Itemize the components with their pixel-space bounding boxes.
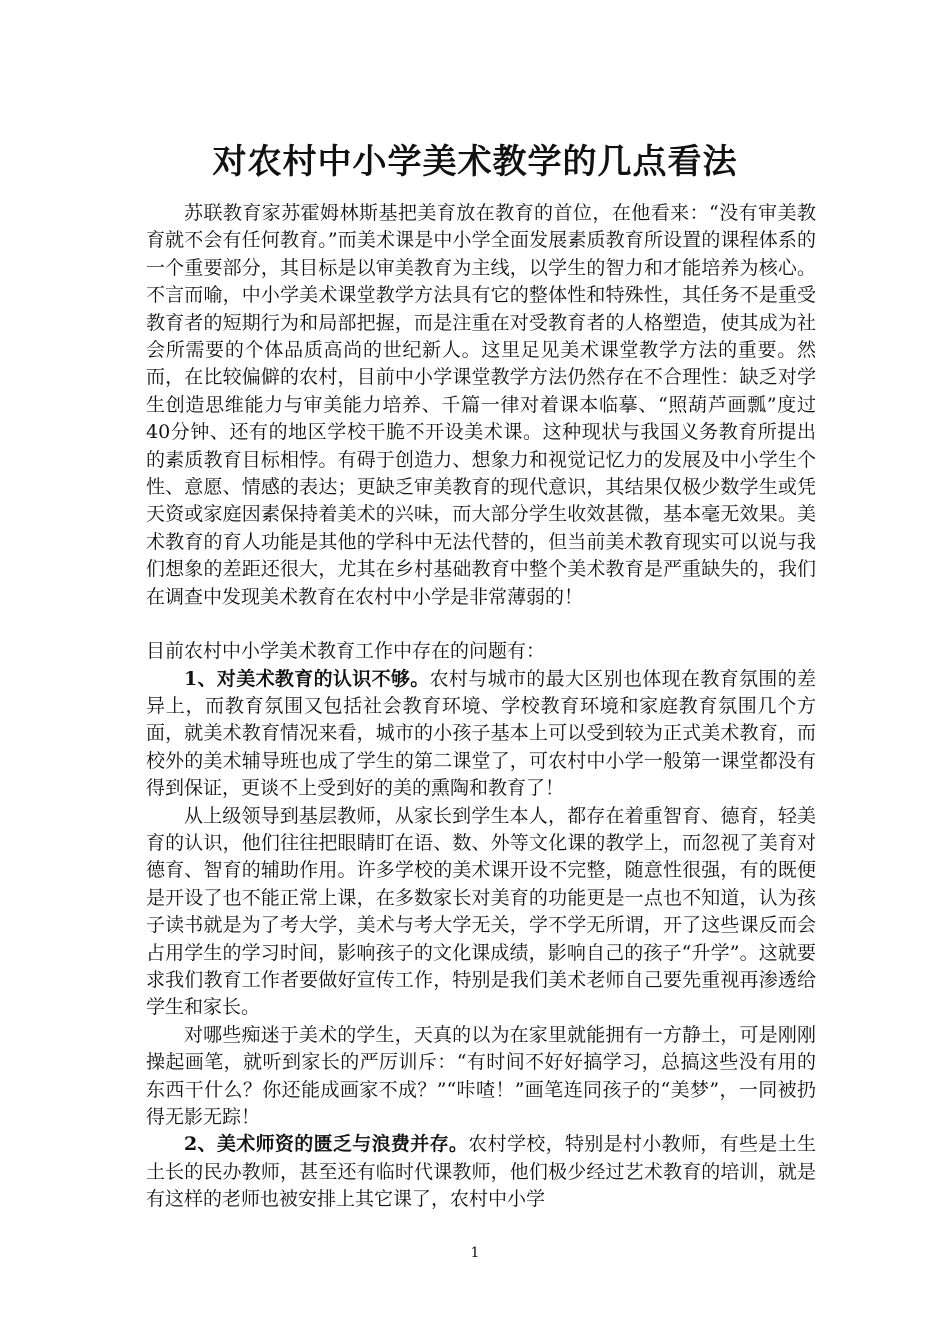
problems-intro: 目前农村中小学美术教育工作中存在的问题有： bbox=[146, 640, 546, 663]
section-2-paragraph bbox=[146, 1131, 816, 1213]
section-1-paragraph bbox=[146, 666, 816, 803]
section-1-paragraph-3: 对哪些痴迷于美术的学生，天真的以为在家里就能拥有一方静土，可是刚刚操起画笔，就听到家长的严厉训斥：“有时间不好好搞学习，总搞这些没有用的东西干什么？你还能成画家不成？”“咔喳！”画笔连同孩子的“美梦”，一同被扔得无影无踪！ bbox=[146, 1023, 816, 1128]
document-title: 对农村中小学美术教学的几点看法 bbox=[212, 142, 738, 182]
section-1-heading: 1、对美术教育的认识不够。 bbox=[184, 667, 430, 690]
section-2-text: 农村学校，特别是村小教师，有些是土生土长的民办教师，甚至还有临时代课教师，他们极少经过艺术教育的培训，就是有这样的老师也被安排上其它课了，农村中小学 bbox=[146, 1133, 816, 1211]
page-number: 1 bbox=[470, 1245, 480, 1261]
document-body bbox=[146, 200, 816, 1214]
section-2-heading: 2、美术师资的匮乏与浪费并存。 bbox=[184, 1133, 469, 1156]
section-1-paragraph-2: 从上级领导到基层教师，从家长到学生本人，都存在着重智育、德育，轻美育的认识，他们往往把眼睛盯在语、数、外等文化课的教学上，而忽视了美育对德育、智育的辅助作用。许多学校的美术课开设不完整，随意性很强，有的既便是开设了也不能正常上课，在多数家长对美育的功能更是一点也不知道，认为孩子读书就是为了考大学，美术与考大学无关，学不学无所谓，开了这些课反而会占用学生的学习时间，影响孩子的文化课成绩，影响自己的孩子“升学”。这就要求我们教育工作者要做好宣传工作，特别是我们美术老师自己要先重视再渗透给学生和家长。 bbox=[146, 804, 816, 1019]
intro-paragraph: 苏联教育家苏霍姆林斯基把美育放在教育的首位，在他看来：“没有审美教育就不会有任何教育。”而美术课是中小学全面发展素质教育所设置的课程体系的一个重要部分，其目标是以审美教育为主线，以学生的智力和才能培养为核心。不言而喻，中小学美术课堂教学方法具有它的整体性和特殊性，其任务不是重受教育者的短期行为和局部把握，而是注重在对受教育者的人格塑造，使其成为社会所需要的个体品质高尚的世纪新人。这里足见美术课堂教学方法的重要。然而，在比较偏僻的农村，目前中小学课堂教学方法仍然存在不合理性：缺乏对学生创造思维能力与审美能力培养、千篇一律对着课本临摹、“照葫芦画瓢”度过40分钟、还有的地区学校干脆不开设美术课。这种现状与我国义务教育所提出的素质教育目标相悖。有碍于创造力、想象力和视觉记忆力的发展及中小学生个性、意愿、情感的表达；更缺乏审美教育的现代意识，其结果仅极少数学生或凭天资或家庭因素保持着美术的兴味，而大部分学生收效甚微，基本毫无效果。美术教育的育人功能是其他的学科中无法代替的，但当前美术教育现实可以说与我们想象的差距还很大，尤其在乡村基础教育中整个美术教育是严重缺失的，我们在调查中发现美术教育在农村中小学是非常薄弱的！ bbox=[146, 202, 816, 608]
section-1-text: 农村与城市的最大区别也体现在教育氛围的差异上，而教育氛围又包括社会教育环境、学校教育环境和家庭教育氛围几个方面，就美术教育情况来看，城市的小孩子基本上可以受到较为正式美术教育，而校外的美术辅导班也成了学生的第二课堂了，可农村中小学一般第一课堂都没有得到保证，更谈不上受到好的美的熏陶和教育了！ bbox=[146, 667, 816, 800]
